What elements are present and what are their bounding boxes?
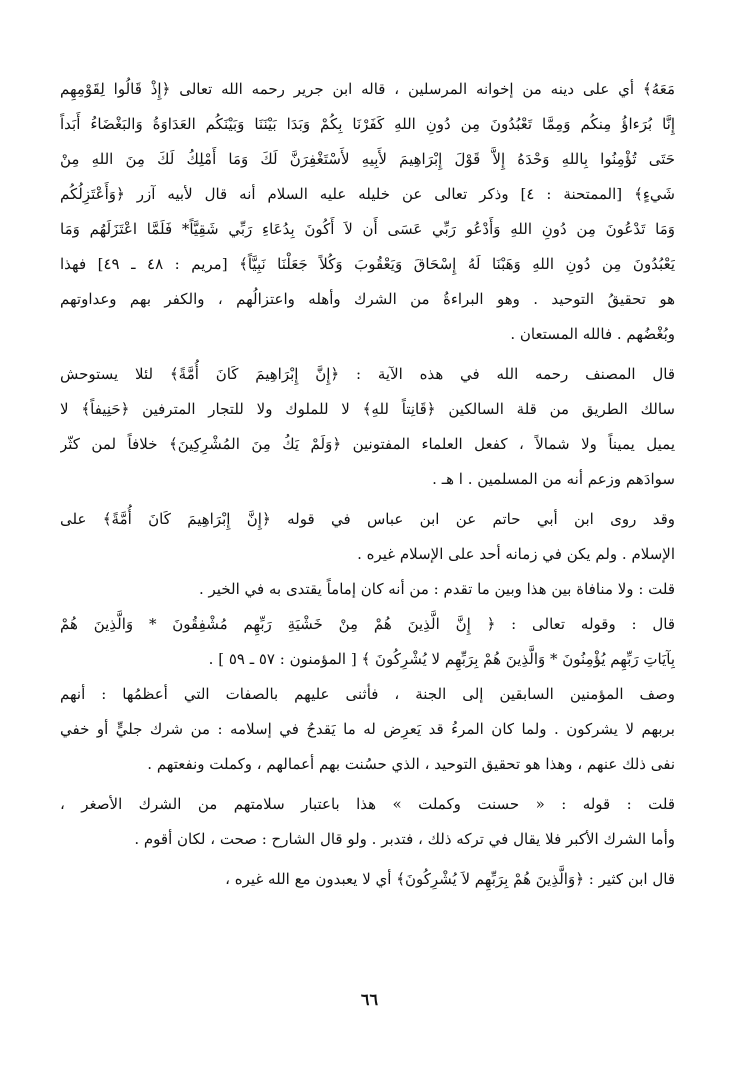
text-line-13: وقد روى ابن أبي حاتم عن ابن عباس في قوله ﴿إِنَّ إِبْرَاهِيمَ كَانَ أُمَّةً﴾ على [60,510,675,528]
text-line-9: قال المصنف رحمه الله في هذه الآية : ﴿إِنَّ إِبْرَاهِيمَ كَانَ أُمَّةً﴾ لئلا يستوحش [60,365,675,383]
text-line-17: بِآيَاتِ رَبِّهِم يُؤْمِنُونَ * وَالَّذِينَ هُمْ بِرَبِّهِم لا يُشْرِكُونَ ﴾ [ المؤمنون : ٥٧ ـ ٥٩ ] . [208,650,675,668]
text-line-8: وبُغْضُهم . فالله المستعان . [510,325,675,343]
text-line-3: حَتَى تُؤْمِنُوا بِاللهِ وَحْدَهُ إِلاَّ قَوْلَ إِبْرَاهِيمَ لأَبِيهِ لأَسْتَغْفِرَنَّ لَكَ وَمَا أَمْلِكُ لَكَ مِنَ اللهِ مِنْ [60,150,675,168]
text-line-12: سوادَهم وزعم أنه من المسلمين . ا هـ . [432,470,675,488]
page-body [60,72,675,1044]
page-number: ٦٦ [360,990,379,1009]
text-line-11: يميل يميناً ولا شمالاً ، كفعل العلماء المفتونين ﴿وَلَمْ يَكُ مِنَ المُشْرِكِينَ﴾ خلافاً لمن كثّر [60,435,675,453]
text-line-15: قلت : ولا منافاة بين هذا وبين ما تقدم : من أنه كان إماماً يقتدى به في الخير . [198,580,675,598]
text-line-22: وأما الشرك الأكبر فلا يقال في تركه ذلك ، فتدبر . ولو قال الشارح : صحت ، لكان أقوم . [134,830,675,848]
text-line-14: الإسلام . ولم يكن في زمانه أحد على الإسلام غيره . [357,545,675,563]
text-line-10: سالك الطريق من قلة السالكين ﴿قَانِتاً للهِ﴾ لا للملوك ولا للتجار المترفين ﴿حَنِيفاً﴾ لا [60,400,675,418]
text-line-19: بربهم لا يشركون . ولما كان المرءُ قد يَعرِض له ما يَقدحُ في إسلامه : من شرك جليٍّ أو خفي [60,720,675,738]
text-line-7: هو تحقيقُ التوحيد . وهو البراءةُ من الشرك وأهله واعتزالُهم ، والكفر بهم وعداوتهم [60,290,675,308]
text-line-6: يَعْبُدُونَ مِن دُونِ اللهِ وَهَبْنَا لَهُ إِسْحَاقَ وَيَعْقُوبَ وَكُلاً جَعَلْنَا نَبِيَّاً﴾ [مريم : ٤٨ ـ ٤٩] فهذا [60,255,675,273]
text-line-21: قلت : قوله : « حسنت وكملت » هذا باعتبار سلامتهم من الشرك الأصغر ، [60,795,675,813]
text-line-2: إِنَّا بُرَءاؤُ مِنكُم وَمِمَّا تَعْبُدُونَ مِن دُونِ اللهِ كَفَرْنَا بِكُمْ وَبَدَا بَيْنَنَا وَبَيْنَكُم العَدَاوَةُ وَالبَغْضَاءُ أَبَداً [60,115,675,133]
text-line-20: نفى ذلك عنهم ، وهذا هو تحقيق التوحيد ، الذي حسُنت بهم أعمالهم ، وكملت ونفعتهم . [147,755,675,773]
text-line-5: وَمَا تَدْعُونَ مِن دُونِ اللهِ وَأَدْعُو رَبِّي عَسَى أَن لاَ أَكُونَ بِدُعَاءِ رَبِّي شَقِيَّاً* فَلَمَّا اعْتَزَلَهُم وَمَا [60,220,675,238]
text-line-16: قال : وقوله تعالى : ﴿ إِنَّ الَّذِينَ هُمْ مِنْ خَشْيَةِ رَبِّهِم مُشْفِقُونَ * وَالَّذِينَ هُمْ [60,615,675,633]
text-line-4: شَيءٍ﴾ [الممتحنة : ٤] وذكر تعالى عن خليله عليه السلام أنه قال لأبيه آزر ﴿وَأَعْتَزِلُكُم [60,185,675,203]
text-line-18: وصف المؤمنين السابقين إلى الجنة ، فأثنى عليهم بالصفات التي أعظمُها : أنهم [60,685,675,703]
text-line-1: مَعَهُ﴾ أي على دينه من إخوانه المرسلين ، قاله ابن جرير رحمه الله تعالى ﴿إِذْ قَالُوا لِقَوْمِهِم [60,80,675,98]
text-line-23: قال ابن كثير : ﴿وَالَّذِينَ هُمْ بِرَبِّهِم لاَ يُشْرِكُونَ﴾ أي لا يعبدون مع الله غيره ، [225,870,675,888]
